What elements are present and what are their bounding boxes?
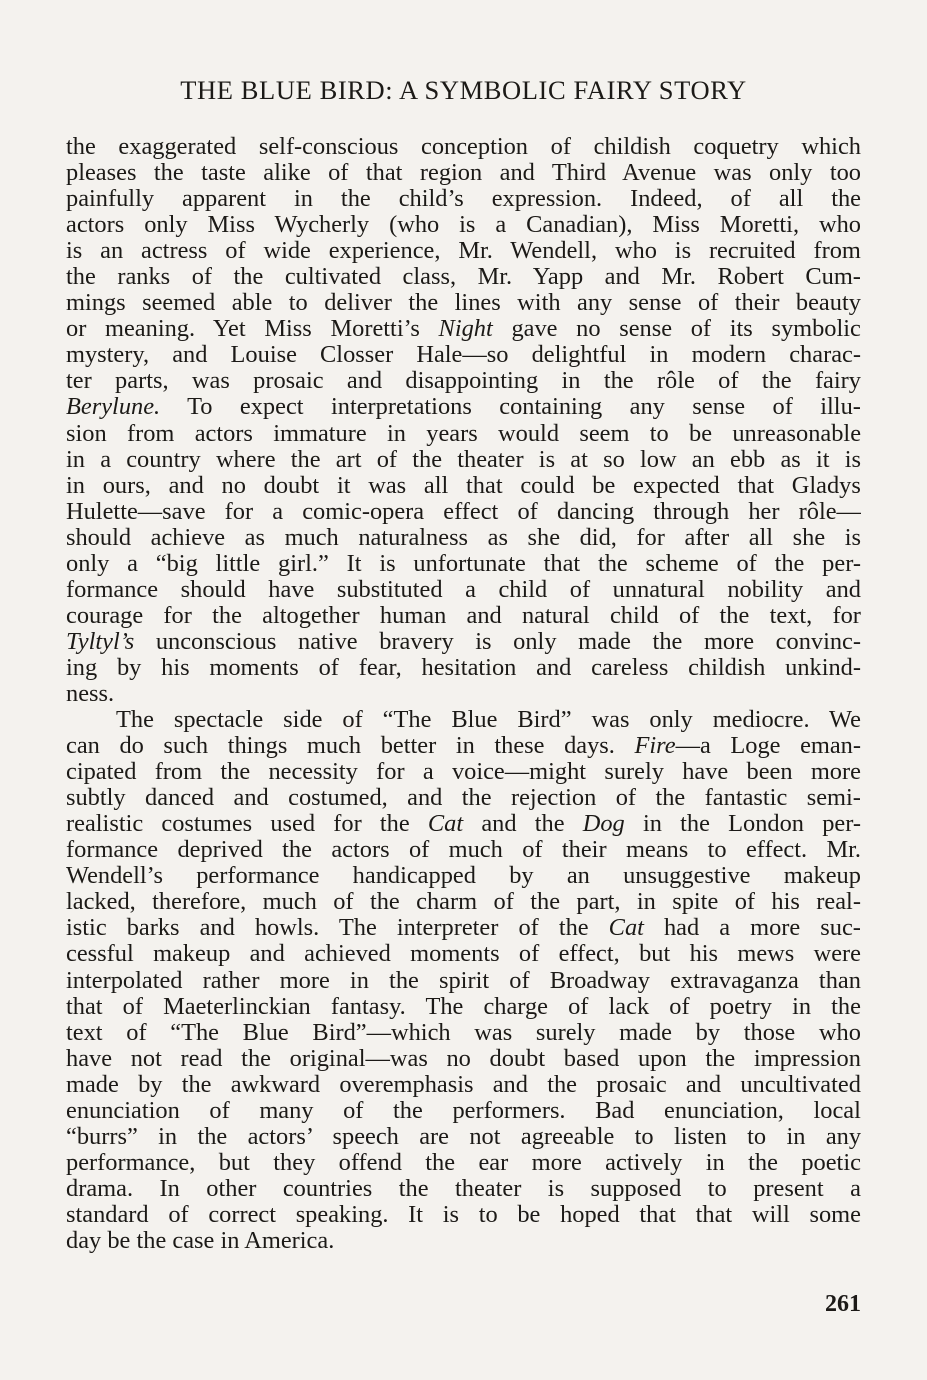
text-line: formance deprived the actors of much of their means to effect. Mr. xyxy=(66,837,861,864)
text-line: subtly danced and costumed, and the rejection of the fantastic semi- xyxy=(66,785,861,812)
text-line: istic barks and howls. The interpreter of the Cat had a more suc- xyxy=(66,915,861,942)
text-line: mings seemed able to deliver the lines with any sense of their beauty xyxy=(66,290,861,317)
body-text xyxy=(66,134,861,1254)
text-line: that of Maeterlinckian fantasy. The charge of lack of poetry in the xyxy=(66,993,861,1020)
text-line: only a “big little girl.” It is unfortunate that the scheme of the per- xyxy=(66,550,861,577)
text-line: have not read the original—was no doubt based upon the impression xyxy=(66,1045,861,1072)
text-line: courage for the altogether human and natural child of the text, for xyxy=(66,602,861,629)
text-line: Berylune. To expect interpretations containing any sense of illu- xyxy=(66,394,861,421)
text-line: pleases the taste alike of that region and Third Avenue was only too xyxy=(66,160,861,187)
text-line: Hulette—save for a comic-opera effect of dancing through her rôle— xyxy=(66,498,861,525)
text-line: in ours, and no doubt it was all that could be expected that Gladys xyxy=(66,472,861,499)
running-head: THE BLUE BIRD: A SYMBOLIC FAIRY STORY xyxy=(180,75,747,105)
text-line: lacked, therefore, much of the charm of the part, in spite of his real- xyxy=(66,889,861,916)
text-line: painfully apparent in the child’s expression. Indeed, of all the xyxy=(66,186,861,213)
text-line: in a country where the art of the theater is at so low an ebb as it is xyxy=(66,446,861,473)
text-line: text of “The Blue Bird”—which was surely made by those who xyxy=(66,1019,861,1046)
text-line: ness. xyxy=(66,680,115,707)
text-line: cipated from the necessity for a voice—might surely have been more xyxy=(66,759,861,786)
text-line: the exaggerated self-conscious conception of childish coquetry which xyxy=(66,134,861,160)
text-line: is an actress of wide experience, Mr. Wendell, who is recruited from xyxy=(66,238,861,265)
text-line: performance, but they offend the ear more actively in the poetic xyxy=(66,1149,861,1176)
text-line: Tyltyl’s unconscious native bravery is only made the more convinc- xyxy=(66,628,861,655)
text-line: Wendell’s performance handicapped by an unsuggestive makeup xyxy=(66,863,861,890)
text-line: the ranks of the cultivated class, Mr. Yapp and Mr. Robert Cum- xyxy=(66,264,861,291)
text-line: can do such things much better in these days. Fire—a Loge eman- xyxy=(66,733,861,760)
text-line: should achieve as much naturalness as she did, for after all she is xyxy=(66,524,861,551)
paragraph-2 xyxy=(66,707,861,1254)
text-line: actors only Miss Wycherly (who is a Canadian), Miss Moretti, who xyxy=(66,212,861,239)
text-line: “burrs” in the actors’ speech are not agreeable to listen to in any xyxy=(66,1123,861,1150)
text-line: standard of correct speaking. It is to be hoped that that will some xyxy=(66,1201,861,1228)
text-line: realistic costumes used for the Cat and the Dog in the London per- xyxy=(66,811,861,838)
text-line: made by the awkward overemphasis and the prosaic and uncultivated xyxy=(66,1071,861,1098)
paragraph-1 xyxy=(66,134,861,707)
text-line: enunciation of many of the performers. Bad enunciation, local xyxy=(66,1097,861,1124)
text-line: or meaning. Yet Miss Moretti’s Night gave no sense of its symbolic xyxy=(66,316,861,343)
page-number: 261 xyxy=(825,1291,861,1317)
text-line: sion from actors immature in years would seem to be unreasonable xyxy=(66,420,861,447)
text-line: formance should have substituted a child of unnatural nobility and xyxy=(66,576,861,603)
text-line: mystery, and Louise Closser Hale—so delightful in modern charac- xyxy=(66,342,861,369)
text-line: The spectacle side of “The Blue Bird” was only mediocre. We xyxy=(116,707,861,734)
text-line: day be the case in America. xyxy=(66,1227,335,1254)
text-line: ing by his moments of fear, hesitation and careless childish unkind- xyxy=(66,654,861,681)
text-line: interpolated rather more in the spirit of Broadway extravaganza than xyxy=(66,967,861,994)
text-line: drama. In other countries the theater is supposed to present a xyxy=(66,1175,861,1202)
text-line: ter parts, was prosaic and disappointing in the rôle of the fairy xyxy=(66,368,861,395)
text-line: cessful makeup and achieved moments of effect, but his mews were xyxy=(66,941,861,968)
